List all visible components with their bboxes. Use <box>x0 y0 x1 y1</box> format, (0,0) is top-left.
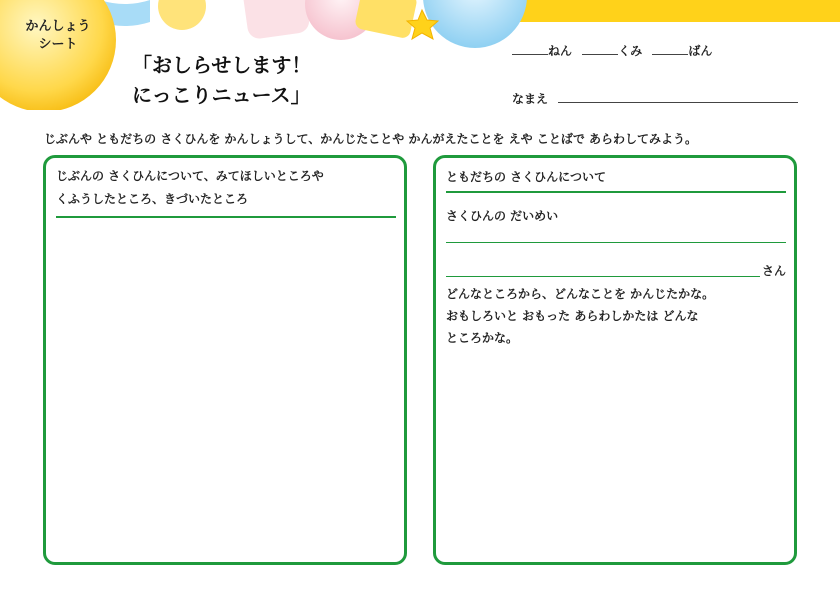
number-label: ばん <box>688 44 713 58</box>
class-blank[interactable] <box>582 42 618 55</box>
own-work-panel <box>43 155 407 565</box>
name-label: なまえ <box>512 92 549 106</box>
friend-name-line[interactable] <box>446 276 760 277</box>
badge-line-1: かんしょう <box>25 19 91 34</box>
title-line-1: 「おしらせします！ <box>132 53 312 77</box>
friend-work-writing-area[interactable] <box>446 354 784 554</box>
instruction-text: じぶんや ともだちの さくひんを かんしょうして、かんじたことや かんがえたことを えや ことばで あらわしてみよう。 <box>44 132 698 146</box>
class-info <box>512 42 712 59</box>
question-line-3: ところかな。 <box>446 331 519 345</box>
work-title-line[interactable] <box>446 242 786 243</box>
work-title-label: さくひんの だいめい <box>446 209 559 223</box>
pink-square <box>241 0 310 40</box>
own-work-prompt-2: くふうしたところ、きづいたところ <box>56 192 249 206</box>
san-suffix: さん <box>762 264 787 278</box>
top-yellow-band <box>520 0 840 22</box>
title-line-2: にっこりニュース」 <box>132 83 311 107</box>
grade-blank[interactable] <box>512 42 548 55</box>
friend-work-heading: ともだちの さくひんについて <box>446 170 606 184</box>
page-title <box>132 50 311 110</box>
friend-work-panel <box>433 155 797 565</box>
badge-line-2: シート <box>38 37 78 52</box>
own-work-prompt-1: じぶんの さくひんについて、みてほしいところや <box>56 169 324 183</box>
worksheet-badge <box>12 18 104 54</box>
number-blank[interactable] <box>652 42 688 55</box>
blue-ball <box>423 0 527 48</box>
question-line-1: どんなところから、どんなことを かんじたかな。 <box>446 287 715 301</box>
class-label: くみ <box>618 44 643 58</box>
name-blank[interactable] <box>558 90 798 103</box>
name-row <box>512 90 798 107</box>
friend-heading-divider <box>446 191 786 193</box>
yellow-square <box>354 0 418 39</box>
own-work-writing-area[interactable] <box>56 222 394 552</box>
badge-circle <box>0 0 116 110</box>
question-line-2: おもしろいと おもった あらわしかたは どんな <box>446 309 699 323</box>
grade-label: ねん <box>548 44 573 58</box>
own-work-divider <box>56 216 396 218</box>
yellow-circle <box>158 0 206 30</box>
